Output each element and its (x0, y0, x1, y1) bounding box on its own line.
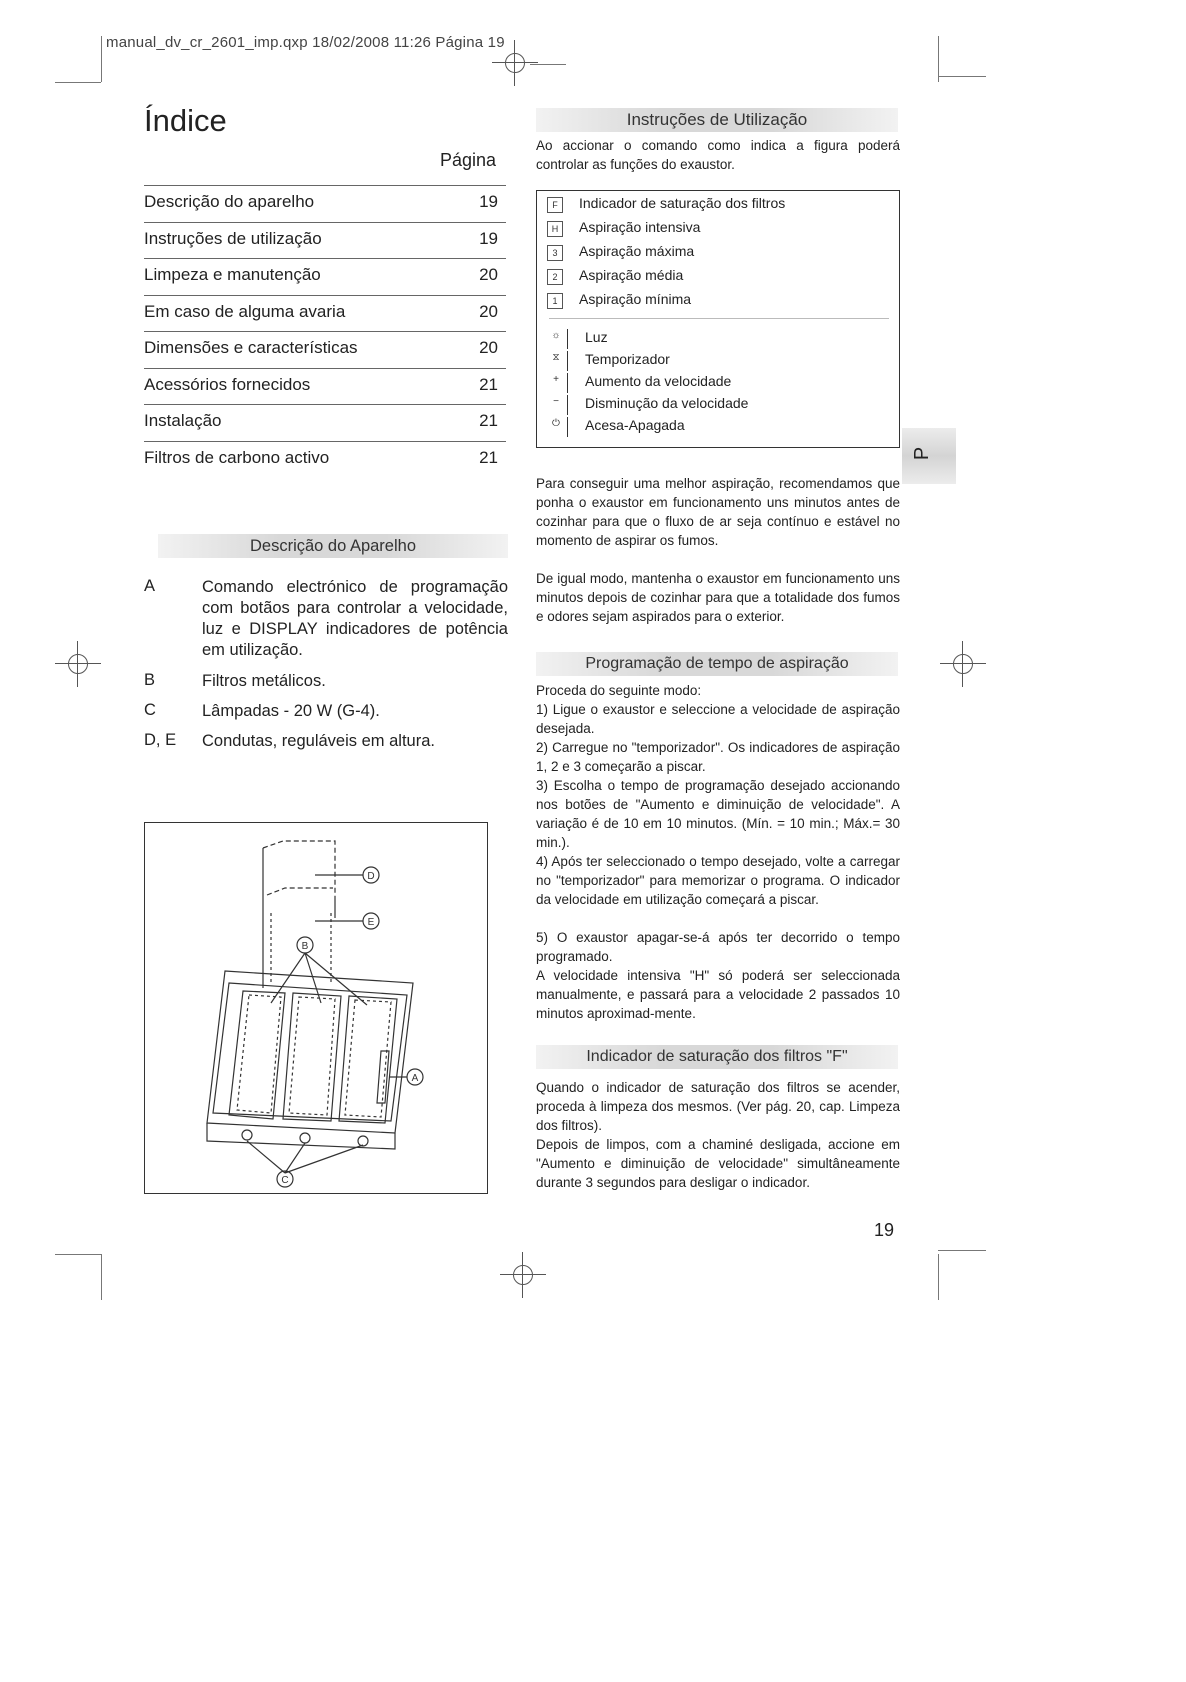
legend-divider (549, 318, 889, 319)
programming-intro: Proceda do seguinte modo: (536, 683, 702, 698)
callout-d: D (367, 871, 375, 882)
item-key: C (144, 701, 156, 719)
button-label: Aumento da velocidade (585, 373, 732, 389)
toc-entry-page: 21 (479, 374, 498, 394)
item-key: D, E (144, 731, 177, 749)
toc-entry[interactable] (144, 442, 506, 478)
light-icon: ☼ (551, 330, 561, 341)
registration-mark-left (55, 641, 101, 687)
button-label: Temporizador (585, 351, 670, 367)
toc-entry-label: Filtros de carbono activo (144, 447, 330, 467)
registration-mark-bottom (500, 1252, 546, 1298)
indicator-label: Aspiração máxima (579, 243, 695, 259)
item-text: Filtros metálicos. (202, 672, 326, 690)
button-label: Luz (585, 329, 608, 345)
intensive-speed-indicator-icon: H (547, 221, 563, 237)
plus-icon: + (553, 374, 559, 385)
description-heading: Descrição do Aparelho (158, 534, 508, 558)
crop-mark-bottom-left-v (101, 1254, 102, 1300)
toc-entry[interactable] (144, 369, 506, 406)
toc-entry-label: Descrição do aparelho (144, 192, 315, 211)
item-key: B (144, 671, 156, 689)
page-column-header: Página (440, 150, 497, 170)
table-of-contents (144, 185, 506, 477)
crop-mark-top-left-v (101, 36, 102, 82)
language-tab-p (902, 428, 956, 484)
item-text: Lâmpadas - 20 W (G-4). (202, 702, 380, 720)
speed-3-indicator-icon: 3 (547, 245, 563, 261)
callout-e: E (367, 917, 375, 928)
speed-1-indicator-icon: 1 (547, 293, 563, 309)
indicator-label: Aspiração mínima (579, 291, 692, 307)
item-key: A (144, 577, 156, 595)
usage-paragraph-1: Para conseguir uma melhor aspiração, recomendamos que ponha o exaustor em funcionamento uns minutos antes de cozinhar para que o fluxo de ar seja contínuo e estável no momento de aspirar os fumos. (536, 476, 900, 548)
saturation-paragraph-1: Quando o indicador de saturação dos filtros se acender, proceda à limpeza dos mesmos. (Ver pág. 20, cap. Limpeza dos filtros). (536, 1080, 900, 1133)
minus-icon: − (553, 396, 559, 407)
indicator-label: Indicador de saturação dos filtros (579, 195, 786, 211)
toc-entry-page: 21 (479, 411, 498, 430)
saturation-heading: Indicador de saturação dos filtros "F" (536, 1045, 898, 1069)
toc-entry-label: Instalação (144, 411, 222, 430)
toc-entry-page: 19 (479, 228, 498, 248)
callout-b: B (301, 941, 309, 952)
toc-entry[interactable] (144, 405, 506, 442)
toc-entry-page: 20 (479, 265, 498, 284)
toc-entry-label: Acessórios fornecidos (144, 374, 311, 394)
programming-step: 5) O exaustor apagar-se-á após ter decorrido o tempo programado. (536, 930, 900, 964)
toc-entry[interactable] (144, 186, 506, 223)
toc-entry-page: 20 (479, 301, 498, 321)
filter-saturation-indicator-icon: F (547, 197, 563, 213)
programming-step: 3) Escolha o tempo de programação desejado accionando nos botões de "Aumento e diminuição de velocidade". A variação é de 10 em 10 minutos. (Mín. = 10 min.; Máx.= 30 min.). (536, 778, 900, 850)
crop-mark-bottom-left-h (55, 1254, 101, 1255)
usage-paragraph-2: De igual modo, mantenha o exaustor em funcionamento uns minutos depois de cozinhar para que a totalidade dos fumos e odores sejam aspirados para o exterior. (536, 571, 900, 624)
button-separator (567, 395, 568, 415)
index-title: Índice (144, 103, 227, 138)
usage-heading: Instruções de Utilização (536, 108, 898, 132)
usage-intro: Ao accionar o comando como indica a figura poderá controlar as funções do exaustor. (536, 138, 900, 172)
toc-entry-page: 19 (479, 192, 498, 211)
toc-entry[interactable] (144, 259, 506, 296)
indicator-label: Aspiração média (579, 267, 684, 283)
file-slug: manual_dv_cr_2601_imp.qxp 18/02/2008 11:26 Página 19 (106, 34, 505, 51)
crop-mark-top-left-h (55, 82, 101, 83)
button-label: Acesa-Apagada (585, 417, 685, 433)
control-panel-legend (536, 190, 900, 448)
programming-step: 4) Após ter seleccionado o tempo desejado, volte a carregar no "temporizador" para memorizar o programa. O indicador da velocidade em utilização começará a piscar. (536, 854, 900, 907)
programming-step: 1) Ligue o exaustor e seleccione a velocidade de aspiração desejada. (536, 702, 900, 736)
callout-c: C (281, 1175, 289, 1186)
power-icon: ⏻ (552, 418, 560, 429)
item-text: Condutas, reguláveis em altura. (202, 732, 435, 750)
toc-entry-page: 21 (479, 447, 498, 467)
item-text: Comando electrónico de programação com botãos para controlar a velocidade, luz e DISPLAY indicadores de potência em utilização. (202, 578, 508, 659)
toc-entry[interactable] (144, 296, 506, 333)
speed-2-indicator-icon: 2 (547, 269, 563, 285)
hood-diagram-drawing (145, 823, 487, 1193)
toc-entry-label: Em caso de alguma avaria (144, 301, 346, 321)
toc-entry-label: Instruções de utilização (144, 228, 322, 248)
crop-mark-top-right-h (938, 76, 986, 77)
toc-entry[interactable] (144, 223, 506, 260)
programming-heading: Programação de tempo de aspiração (536, 652, 898, 676)
saturation-paragraph-2: Depois de limpos, com a chaminé desligada, accione em "Aumento e diminuição de velocidade" simultâneamente durante 3 segundos para desligar o indicador. (536, 1137, 900, 1190)
toc-entry[interactable] (144, 332, 506, 369)
language-tab-label: P (911, 446, 934, 461)
indicator-label: Aspiração intensiva (579, 219, 701, 235)
button-separator (567, 351, 568, 371)
registration-mark-right (940, 641, 986, 687)
button-separator (567, 329, 568, 349)
button-separator (567, 373, 568, 393)
hood-diagram (144, 822, 488, 1194)
button-label: Disminução da velocidade (585, 395, 749, 411)
programming-step: A velocidade intensiva "H" só poderá ser seleccionada manualmente, e passará para a velocidade 2 passados 10 minutos aproximad-mente. (536, 968, 900, 1021)
toc-entry-label: Limpeza e manutenção (144, 265, 321, 284)
toc-entry-page: 20 (479, 338, 498, 357)
callout-a: A (411, 1073, 419, 1084)
programming-step: 2) Carregue no "temporizador". Os indicadores de aspiração 1, 2 e 3 começarão a piscar. (536, 740, 900, 774)
crop-mark-bottom-right-h (938, 1250, 986, 1251)
timer-icon: ⧖ (552, 352, 560, 363)
toc-entry-label: Dimensões e características (144, 338, 358, 357)
crop-mark-bottom-right-v (938, 1254, 939, 1300)
button-separator (567, 417, 568, 437)
page-number: 19 (874, 1220, 895, 1240)
